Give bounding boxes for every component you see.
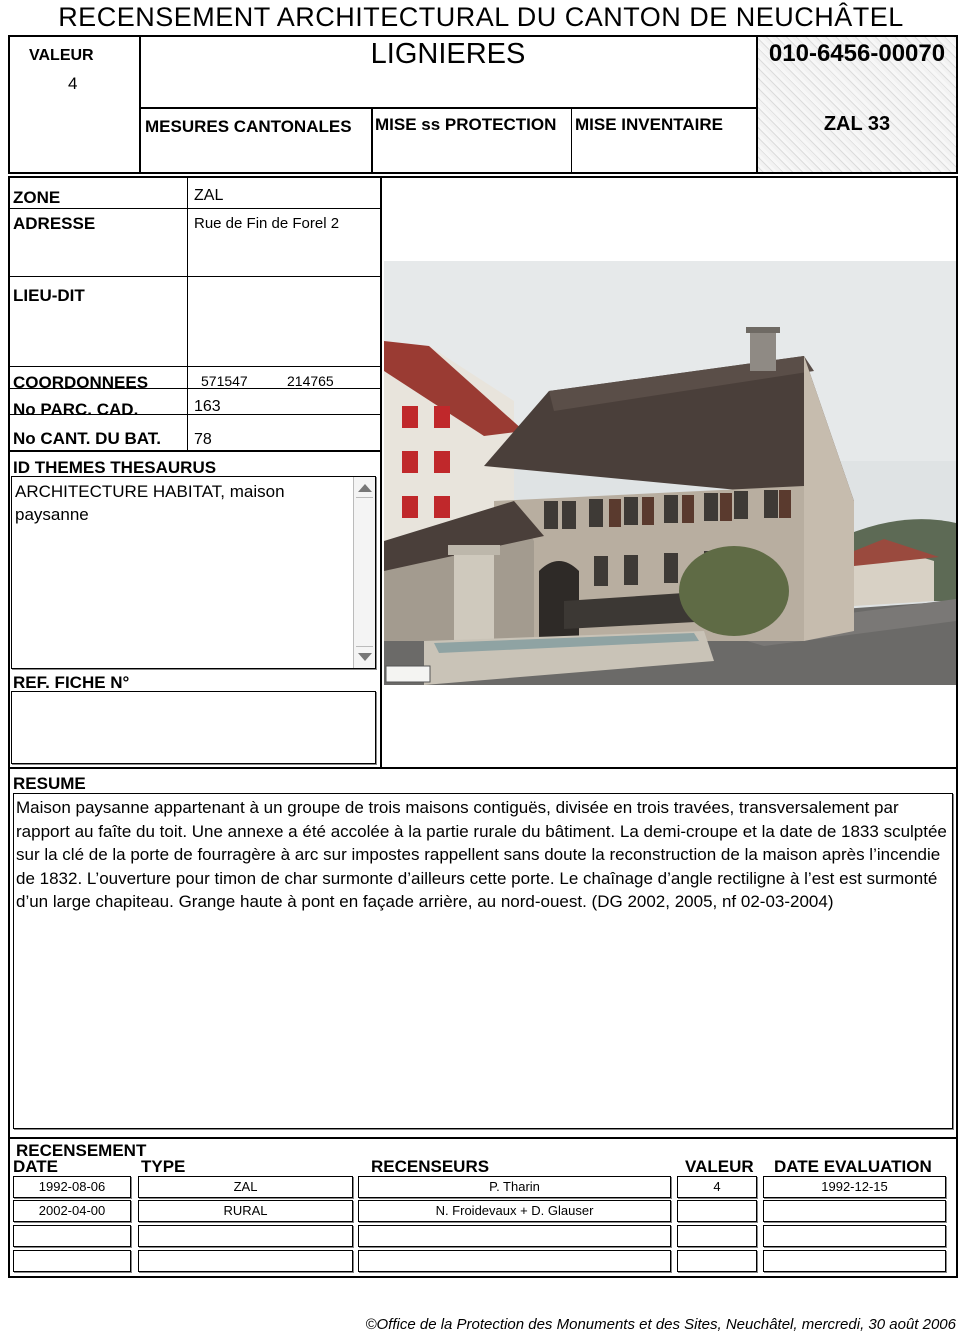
cell-type[interactable]: ZAL [138, 1176, 353, 1198]
cell-valeur[interactable] [677, 1225, 757, 1247]
cell-valeur[interactable] [677, 1200, 757, 1222]
cell-date[interactable]: 1992-08-06 [13, 1176, 131, 1198]
thesaurus-text: ARCHITECTURE HABITAT, maison paysanne [15, 482, 285, 524]
cell-recenseurs[interactable]: N. Froidevaux + D. Glauser [358, 1200, 671, 1222]
mise-inventaire-label: MISE INVENTAIRE [575, 115, 723, 134]
cell-date-eval[interactable] [763, 1250, 946, 1272]
cell-date[interactable] [13, 1250, 131, 1272]
valeur-value: 4 [68, 74, 78, 93]
ref-fiche-label: REF. FICHE N° [13, 673, 130, 692]
lieu-dit-label: LIEU-DIT [13, 286, 85, 305]
col-recenseurs-header: RECENSEURS [371, 1157, 490, 1176]
col-date-header: DATE [13, 1157, 59, 1176]
cell-recenseurs[interactable]: P. Tharin [358, 1176, 671, 1198]
adresse-value: Rue de Fin de Forel 2 [194, 215, 340, 232]
valeur-label: VALEUR [29, 47, 94, 64]
commune-name: LIGNIERES [370, 38, 526, 70]
zone-code: ZAL 33 [823, 113, 891, 135]
zone-label: ZONE [13, 188, 61, 207]
ref-fiche-field[interactable] [11, 691, 376, 764]
building-photo [384, 261, 956, 685]
cell-valeur[interactable]: 4 [677, 1176, 757, 1198]
zone-value: ZAL [194, 187, 224, 204]
inventory-code: 010-6456-00070 [768, 40, 946, 67]
col-type-header: TYPE [141, 1157, 186, 1176]
cell-type[interactable]: RURAL [138, 1200, 353, 1222]
mesures-cantonales-label: MESURES CANTONALES [145, 117, 352, 136]
scroll-up-icon[interactable] [358, 484, 372, 492]
coordonnees-label: COORDONNEES [13, 373, 149, 392]
cell-date-eval[interactable]: 1992-12-15 [763, 1176, 946, 1198]
cell-date[interactable] [13, 1225, 131, 1247]
coord-x-value: 571547 [201, 373, 248, 389]
scroll-down-icon[interactable] [358, 653, 372, 661]
cell-date-eval[interactable] [763, 1225, 946, 1247]
cell-date[interactable]: 2002-04-00 [13, 1200, 131, 1222]
page-title: RECENSEMENT ARCHITECTURAL DU CANTON DE NEUCHÂTEL [58, 2, 904, 32]
mise-protection-label: MISE ss PROTECTION [375, 115, 557, 134]
thesaurus-scrollbar[interactable] [353, 477, 375, 668]
coord-y-value: 214765 [287, 373, 334, 389]
footer-copyright: ©Office de la Protection des Monuments et des Sites, Neuchâtel, mercredi, 30 août 2006 [365, 1316, 956, 1333]
thesaurus-label: ID THEMES THESAURUS [13, 458, 217, 477]
cell-valeur[interactable] [677, 1250, 757, 1272]
adresse-label: ADRESSE [13, 214, 96, 233]
cell-type[interactable] [138, 1225, 353, 1247]
col-valeur-header: VALEUR [685, 1157, 754, 1176]
parc-cad-value: 163 [194, 398, 221, 415]
cell-recenseurs[interactable] [358, 1250, 671, 1272]
resume-text: Maison paysanne appartenant à un groupe de trois maisons contiguës, divisée en trois travées, transversalement par rapport au faîte du toit. Une annexe a été accolée à la partie rurale du bâtiment. La demi-croupe et la date de 1833 sculptée sur la clé de la porte de fourragère à arc sur impostes rappellent sans doute la reconstruction de la maison après l’incendie de 1832. L’ouverture pour timon de char surmonte d’ailleurs cette porte. Le chaînage d’angle rectiligne à l’est est surmonté d’un large chapiteau. Grange haute à pont en façade arrière, au nord-ouest. (DG 2002, 2005, nf 02-03-2004) [16, 798, 947, 911]
col-date-eval-header: DATE EVALUATION [774, 1157, 932, 1176]
parc-cad-label: No PARC. CAD. [13, 400, 139, 419]
cell-date-eval[interactable] [763, 1200, 946, 1222]
cant-bat-label: No CANT. DU BAT. [13, 429, 161, 448]
cant-bat-value: 78 [194, 431, 212, 448]
cell-type[interactable] [138, 1250, 353, 1272]
cell-recenseurs[interactable] [358, 1225, 671, 1247]
resume-label: RESUME [13, 774, 86, 793]
recensement-label: RECENSEMENT [16, 1141, 147, 1160]
